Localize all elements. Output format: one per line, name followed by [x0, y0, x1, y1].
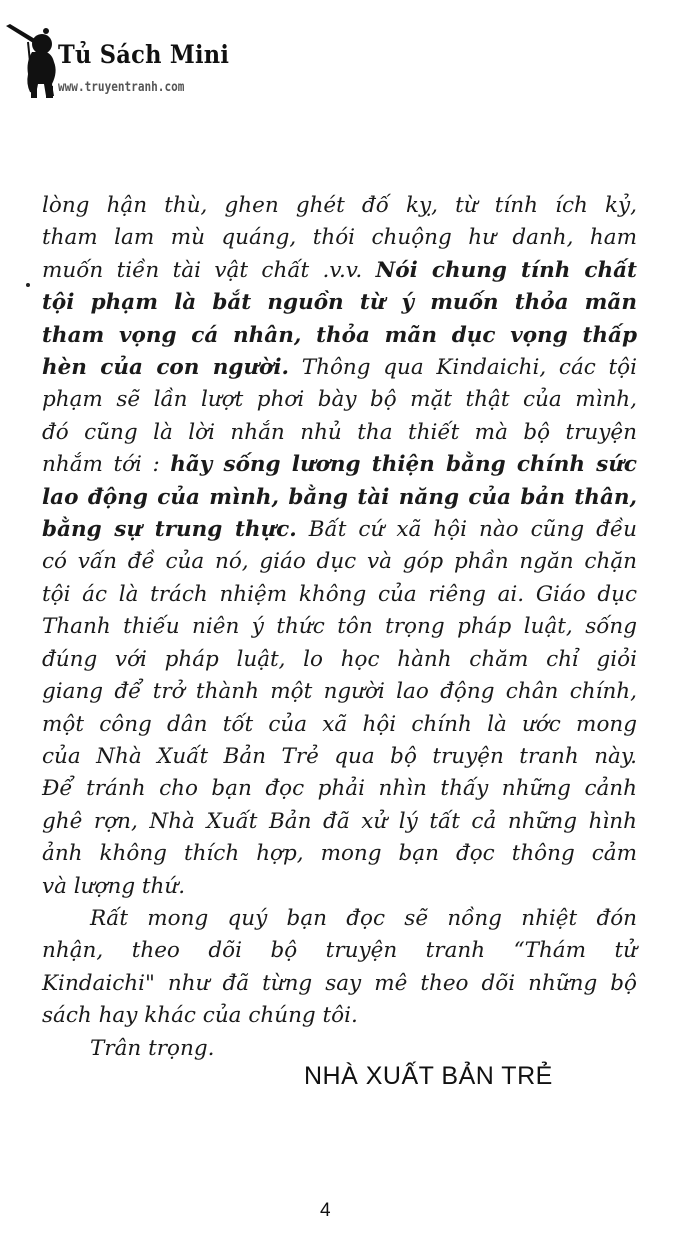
text-segment: của Nhà Xuất Bản Trẻ qua bộ truyện tranh này. — [42, 743, 637, 769]
text-line — [42, 871, 637, 903]
text-segment: có vấn đề của nó, giáo dục và góp phần ngăn chặn — [42, 549, 637, 575]
text-line — [42, 773, 637, 805]
text-line — [42, 579, 637, 611]
bold-text-segment: hãy sống lương thiện bằng chính sức — [170, 452, 638, 478]
text-line — [42, 903, 637, 935]
text-line — [42, 222, 637, 254]
text-segment: sách hay khác của chúng tôi. — [42, 1003, 358, 1029]
text-segment: Bất cứ xã hội nào cũng đều — [296, 517, 637, 543]
text-line — [42, 1033, 637, 1065]
text-line — [42, 449, 637, 481]
logo-url: www.truyentranh.com — [58, 80, 185, 95]
publisher-signature: NHÀ XUẤT BẢN TRẺ — [304, 1062, 553, 1090]
logo-title: Tủ Sách Mini — [58, 40, 230, 69]
bold-text-segment: lao động của mình, bằng tài năng của bản thân, — [42, 484, 637, 510]
text-segment: Kindaichi" như đã từng say mê theo dõi những bộ — [42, 970, 637, 996]
text-line — [42, 320, 637, 352]
bold-text-segment: Nói chung tính chất — [375, 257, 637, 283]
text-line — [42, 806, 637, 838]
text-line — [42, 1000, 637, 1032]
text-line — [42, 514, 637, 546]
text-line — [42, 838, 637, 870]
text-segment: nhắm tới : — [42, 452, 171, 478]
text-segment: Rất mong quý bạn đọc sẽ nồng nhiệt đón — [90, 905, 637, 931]
margin-mark — [26, 283, 30, 287]
text-segment: một công dân tốt của xã hội chính là ước mong — [42, 711, 637, 737]
body-text — [42, 190, 637, 1065]
text-segment: tham lam mù quáng, thói chuộng hư danh, ham — [42, 225, 637, 251]
text-segment: ghê rợn, Nhà Xuất Bản đã xử lý tất cả những hình — [42, 808, 637, 834]
text-line — [42, 482, 637, 514]
text-segment: đúng với pháp luật, lo học hành chăm chỉ giỏi — [42, 646, 637, 672]
text-segment: giang để trở thành một người lao động chân chính, — [42, 679, 637, 705]
text-segment: Thông qua Kindaichi, các tội — [289, 355, 637, 381]
text-line — [42, 935, 637, 967]
page-number: 4 — [320, 1200, 331, 1221]
text-segment: Để tránh cho bạn đọc phải nhìn thấy những cảnh — [42, 776, 637, 802]
text-line — [42, 709, 637, 741]
text-line — [42, 968, 637, 1000]
text-line — [42, 287, 637, 319]
bold-text-segment: hèn của con người. — [42, 355, 290, 381]
logo — [4, 22, 244, 102]
text-line — [42, 676, 637, 708]
text-line — [42, 741, 637, 773]
text-line — [42, 611, 637, 643]
text-line — [42, 190, 637, 222]
text-segment: ảnh không thích hợp, mong bạn đọc thông cảm — [42, 841, 637, 867]
text-segment: lòng hận thù, ghen ghét đố kỵ, từ tính ích kỷ, — [42, 193, 637, 218]
text-segment: và lượng thứ. — [42, 873, 186, 899]
text-segment: nhận, theo dõi bộ truyện tranh “Thám tử — [42, 938, 637, 964]
text-segment: phạm sẽ lần lượt phơi bày bộ mặt thật của mình, — [42, 387, 637, 413]
text-segment: Trân trọng. — [90, 1035, 215, 1061]
text-line — [42, 352, 637, 384]
text-segment: tội ác là trách nhiệm không của riêng ai. Giáo dục — [42, 581, 637, 607]
bold-text-segment: bằng sự trung thực. — [42, 517, 297, 543]
text-segment: đó cũng là lời nhắn nhủ tha thiết mà bộ truyện — [42, 419, 637, 445]
bold-text-segment: tội phạm là bắt nguồn từ ý muốn thỏa mãn — [42, 290, 637, 316]
text-segment: muốn tiền tài vật chất .v.v. — [42, 257, 376, 283]
text-segment: Thanh thiếu niên ý thức tôn trọng pháp luật, sống — [42, 614, 637, 640]
ninja-silhouette-icon — [6, 22, 66, 102]
text-line — [42, 417, 637, 449]
text-line — [42, 255, 637, 287]
bold-text-segment: tham vọng cá nhân, thỏa mãn dục vọng thấp — [42, 322, 637, 348]
text-line — [42, 384, 637, 416]
text-line — [42, 546, 637, 578]
text-line — [42, 644, 637, 676]
